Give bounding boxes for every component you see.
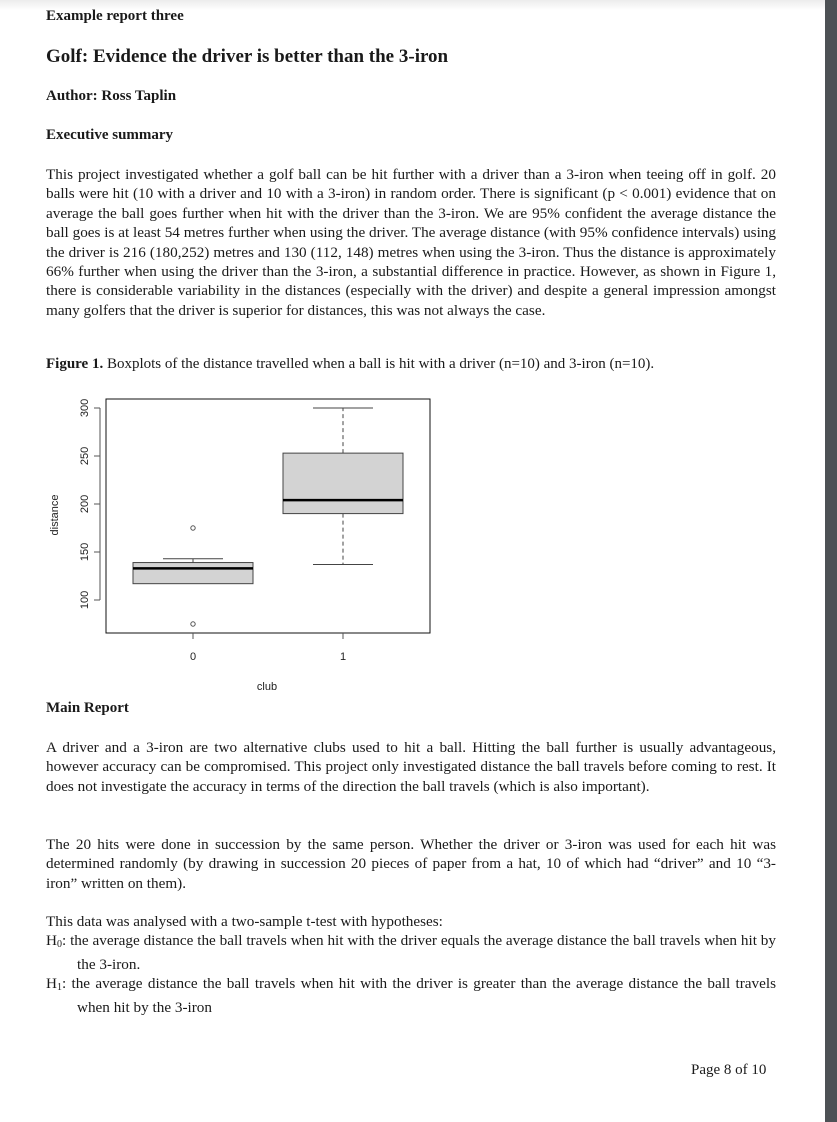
h1-symbol: H xyxy=(46,975,57,993)
box-club-0 xyxy=(133,526,253,626)
y-tick-label: 300 xyxy=(79,398,91,418)
figure-caption xyxy=(46,356,654,373)
page-number: Page 8 of 10 xyxy=(691,1062,767,1078)
main-report-heading: Main Report xyxy=(46,700,129,716)
x-tick-label: 1 xyxy=(339,651,347,663)
y-tick-label: 150 xyxy=(79,542,91,562)
outlier-point xyxy=(191,526,195,530)
executive-summary-text: This project investigated whether a golf ball can be hit further with a driver than a 3-iron when teeing off in golf. 20 balls were hit (10 with a driver and 10 with a 3-iron) in random order. There is significant (p < 0.001) evidence that on average the ball goes further when hit with the driver than the 3-iron. We are 95% confident the average distance the ball goes is at least 54 metres further when using the driver. The average distance (with 95% confidence intervals) using the driver is 216 (180,252) metres and 130 (112, 148) metres when using the 3-iron. Thus the distance is approximately 66% further when using the driver than the 3-iron, a substantial difference in practice. However, as shown in Figure 1, there is considerable variability in the distances (especially with the driver) and despite a general impression amongst many golfers that the driver is superior for distances, this was not always the case. xyxy=(46,166,776,319)
main-report-paragraph-2: The 20 hits were done in succession by the same person. Whether the driver or 3-iron was used for each hit was determined randomly (by drawing in succession 20 pieces of paper from a hat, 10 of which had “driver” and 10 “3-iron” written on them). xyxy=(46,836,776,892)
plot-frame xyxy=(106,399,430,633)
figure-caption-label: Figure 1. xyxy=(46,356,104,372)
y-tick-label: 200 xyxy=(79,494,91,514)
y-tick-label: 250 xyxy=(79,446,91,466)
x-axis xyxy=(190,633,346,663)
executive-summary-heading: Executive summary xyxy=(46,127,174,143)
h1-text: : the average distance the ball travels when hit with the driver is greater than the average distance the ball travels when hit by the 3-iron xyxy=(61,975,776,1016)
hypotheses-intro: This data was analysed with a two-sample t-test with hypotheses: xyxy=(46,913,443,930)
y-axis-label: distance xyxy=(49,494,61,536)
author-line: Author: Ross Taplin xyxy=(46,88,177,104)
figure-caption-text: Boxplots of the distance travelled when a ball is hit with a driver (n=10) and 3-iron (n=10). xyxy=(103,356,655,372)
y-axis xyxy=(79,399,100,609)
x-axis-label: club xyxy=(256,681,278,693)
report-title: Golf: Evidence the driver is better than the 3-iron xyxy=(46,46,449,67)
example-label: Example report three xyxy=(46,8,184,24)
outlier-point xyxy=(191,622,195,626)
h1-subscript: 1 xyxy=(56,982,62,994)
boxplot-chart xyxy=(40,385,440,700)
box-club-1 xyxy=(283,408,403,564)
alternative-hypothesis xyxy=(46,974,776,1017)
y-tick-label: 100 xyxy=(79,590,91,610)
h0-text: : the average distance the ball travels when hit with the driver equals the average distance the ball travels when hit by the 3-iron. xyxy=(61,932,776,973)
h0-symbol: H xyxy=(46,932,57,950)
viewer-scrollbar-track[interactable] xyxy=(825,0,837,1122)
main-report-paragraph-3 xyxy=(46,912,776,1017)
boxplot-series xyxy=(133,408,403,626)
null-hypothesis xyxy=(46,931,776,974)
h0-subscript: 0 xyxy=(56,939,62,951)
main-report-paragraph-1: A driver and a 3-iron are two alternative clubs used to hit a ball. Hitting the ball further is usually advantageous, however accuracy can be compromised. This project only investigated distance the ball travels before coming to rest. It does not investigate the accuracy in terms of the direction the ball travels (which is also important). xyxy=(46,739,776,795)
x-tick-label: 0 xyxy=(189,651,197,663)
